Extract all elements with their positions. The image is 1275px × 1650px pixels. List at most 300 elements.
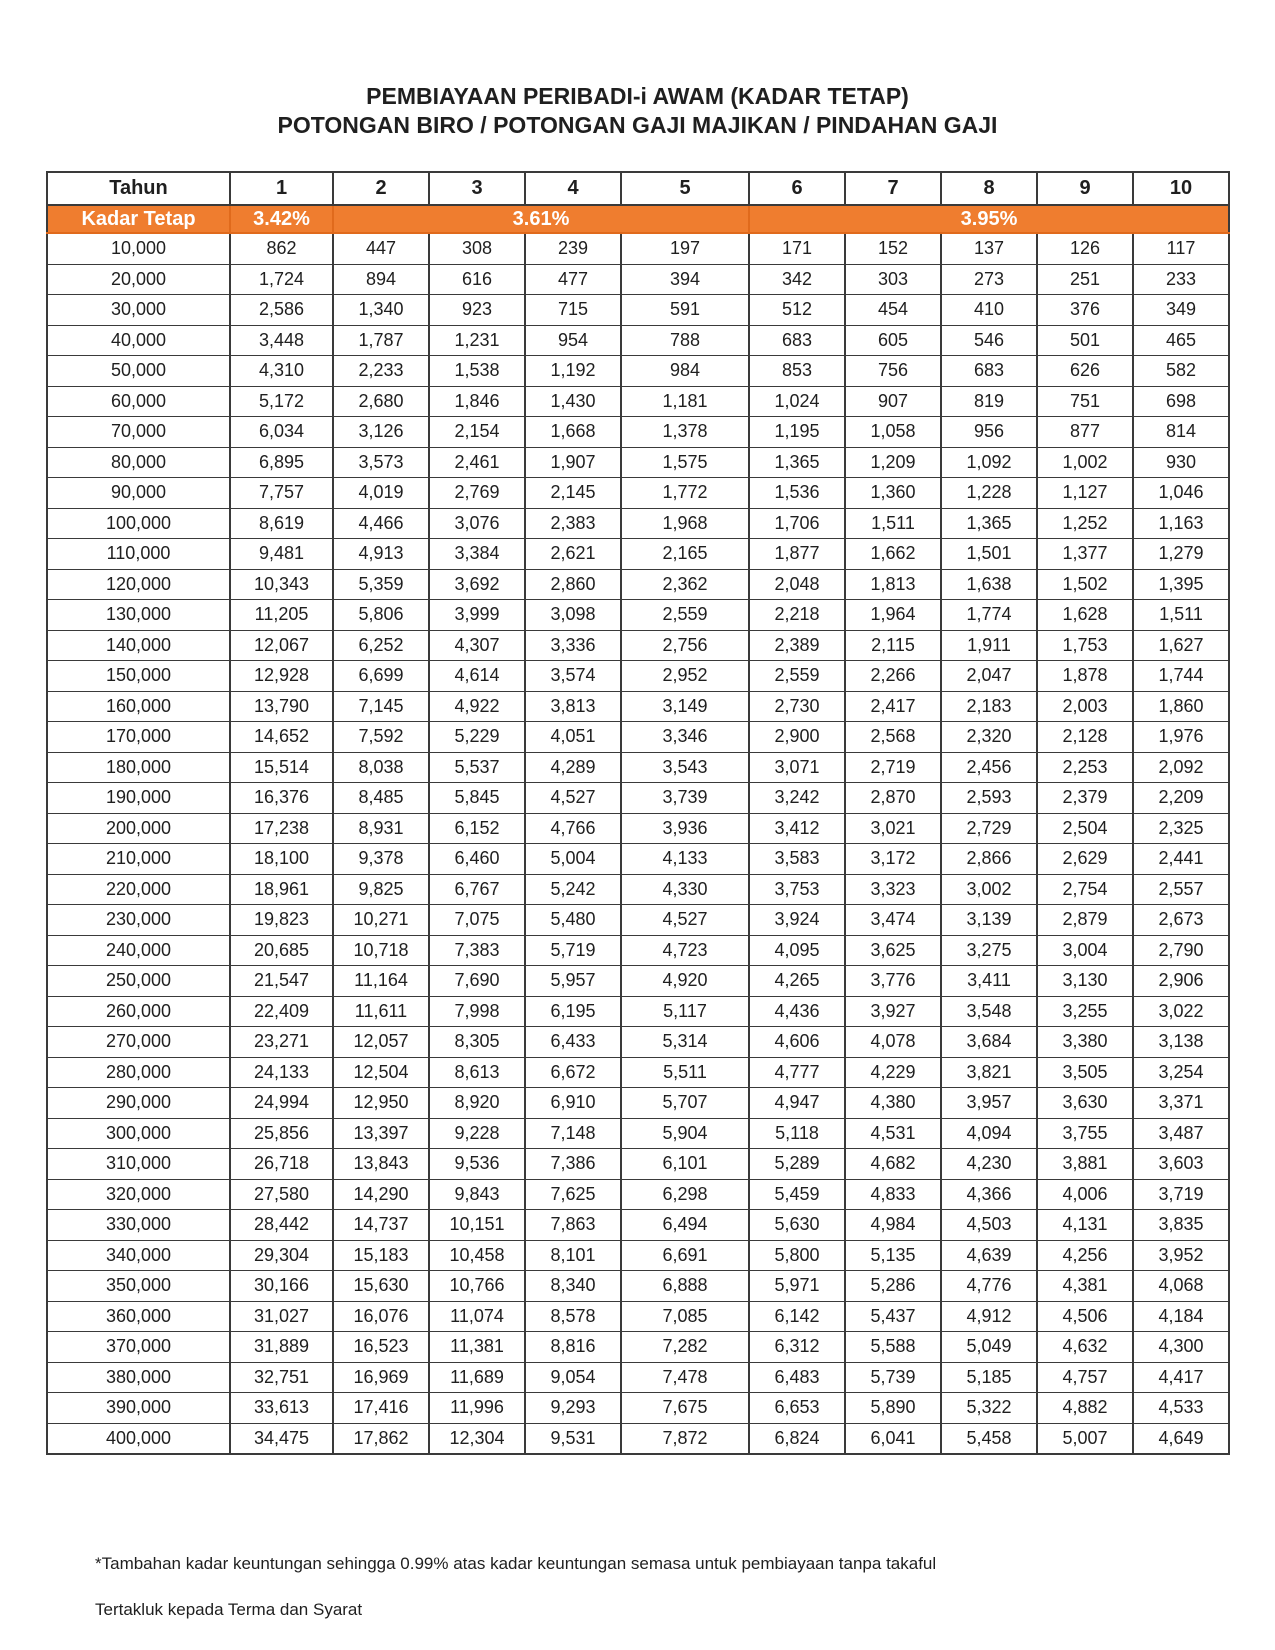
installment-cell: 6,824 [749, 1423, 845, 1454]
installment-cell: 4,051 [525, 722, 621, 753]
amount-cell: 360,000 [47, 1301, 230, 1332]
installment-cell: 4,006 [1037, 1179, 1133, 1210]
installment-cell: 8,038 [333, 752, 429, 783]
table-row [47, 569, 1229, 600]
installment-cell: 14,652 [230, 722, 333, 753]
installment-cell: 4,095 [749, 935, 845, 966]
installment-cell: 6,041 [845, 1423, 941, 1454]
table-row [47, 905, 1229, 936]
installment-cell: 3,411 [941, 966, 1037, 997]
amount-cell: 240,000 [47, 935, 230, 966]
amount-cell: 70,000 [47, 417, 230, 448]
installment-cell: 394 [621, 264, 749, 295]
installment-cell: 13,397 [333, 1118, 429, 1149]
installment-cell: 4,019 [333, 478, 429, 509]
installment-cell: 3,739 [621, 783, 749, 814]
installment-cell: 6,152 [429, 813, 525, 844]
installment-cell: 4,256 [1037, 1240, 1133, 1271]
installment-cell: 3,254 [1133, 1057, 1229, 1088]
installment-cell: 7,075 [429, 905, 525, 936]
installment-cell: 12,067 [230, 630, 333, 661]
installment-cell: 12,304 [429, 1423, 525, 1454]
table-row [47, 1149, 1229, 1180]
installment-cell: 13,790 [230, 691, 333, 722]
installment-cell: 2,461 [429, 447, 525, 478]
installment-cell: 1,252 [1037, 508, 1133, 539]
amount-cell: 30,000 [47, 295, 230, 326]
installment-cell: 25,856 [230, 1118, 333, 1149]
installment-cell: 1,365 [941, 508, 1037, 539]
installment-cell: 3,255 [1037, 996, 1133, 1027]
installment-cell: 1,231 [429, 325, 525, 356]
installment-cell: 4,417 [1133, 1362, 1229, 1393]
installment-cell: 152 [845, 233, 941, 264]
installment-cell: 4,920 [621, 966, 749, 997]
installment-cell: 5,185 [941, 1362, 1037, 1393]
installment-cell: 6,298 [621, 1179, 749, 1210]
table-row [47, 813, 1229, 844]
table-row [47, 1301, 1229, 1332]
installment-cell: 17,416 [333, 1393, 429, 1424]
installment-cell: 2,048 [749, 569, 845, 600]
installment-cell: 3,927 [845, 996, 941, 1027]
installment-cell: 1,002 [1037, 447, 1133, 478]
installment-cell: 751 [1037, 386, 1133, 417]
installment-cell: 3,172 [845, 844, 941, 875]
installment-cell: 33,613 [230, 1393, 333, 1424]
installment-cell: 6,252 [333, 630, 429, 661]
installment-cell: 1,228 [941, 478, 1037, 509]
installment-cell: 1,724 [230, 264, 333, 295]
installment-cell: 1,668 [525, 417, 621, 448]
installment-cell: 6,767 [429, 874, 525, 905]
installment-cell: 3,719 [1133, 1179, 1229, 1210]
amount-cell: 230,000 [47, 905, 230, 936]
installment-cell: 1,744 [1133, 661, 1229, 692]
installment-cell: 5,118 [749, 1118, 845, 1149]
installment-cell: 4,533 [1133, 1393, 1229, 1424]
installment-cell: 4,094 [941, 1118, 1037, 1149]
installment-cell: 7,386 [525, 1149, 621, 1180]
installment-cell: 3,603 [1133, 1149, 1229, 1180]
installment-cell: 1,024 [749, 386, 845, 417]
installment-cell: 1,340 [333, 295, 429, 326]
installment-cell: 1,976 [1133, 722, 1229, 753]
installment-cell: 7,148 [525, 1118, 621, 1149]
table-row [47, 691, 1229, 722]
installment-cell: 4,632 [1037, 1332, 1133, 1363]
installment-cell: 3,275 [941, 935, 1037, 966]
installment-cell: 853 [749, 356, 845, 387]
installment-cell: 2,253 [1037, 752, 1133, 783]
installment-cell: 8,920 [429, 1088, 525, 1119]
installment-cell: 9,843 [429, 1179, 525, 1210]
installment-cell: 2,754 [1037, 874, 1133, 905]
installment-cell: 3,004 [1037, 935, 1133, 966]
table-header [47, 172, 1229, 233]
installment-cell: 3,371 [1133, 1088, 1229, 1119]
installment-cell: 4,912 [941, 1301, 1037, 1332]
table-row [47, 356, 1229, 387]
installment-cell: 5,117 [621, 996, 749, 1027]
installment-cell: 18,961 [230, 874, 333, 905]
installment-cell: 3,583 [749, 844, 845, 875]
installment-cell: 1,846 [429, 386, 525, 417]
installment-cell: 5,845 [429, 783, 525, 814]
installment-cell: 4,922 [429, 691, 525, 722]
installment-cell: 29,304 [230, 1240, 333, 1271]
installment-cell: 5,537 [429, 752, 525, 783]
installment-cell: 3,625 [845, 935, 941, 966]
installment-cell: 9,536 [429, 1149, 525, 1180]
installment-cell: 16,076 [333, 1301, 429, 1332]
installment-cell: 862 [230, 233, 333, 264]
installment-cell: 3,071 [749, 752, 845, 783]
installment-cell: 5,806 [333, 600, 429, 631]
installment-cell: 2,680 [333, 386, 429, 417]
installment-cell: 7,690 [429, 966, 525, 997]
table-row [47, 1027, 1229, 1058]
installment-cell: 3,002 [941, 874, 1037, 905]
installment-cell: 3,138 [1133, 1027, 1229, 1058]
installment-cell: 28,442 [230, 1210, 333, 1241]
installment-cell: 11,381 [429, 1332, 525, 1363]
installment-cell: 34,475 [230, 1423, 333, 1454]
installment-cell: 4,436 [749, 996, 845, 1027]
installment-cell: 2,383 [525, 508, 621, 539]
installment-cell: 7,282 [621, 1332, 749, 1363]
table-row [47, 1210, 1229, 1241]
table-row [47, 844, 1229, 875]
installment-cell: 2,559 [621, 600, 749, 631]
installment-cell: 715 [525, 295, 621, 326]
installment-cell: 1,772 [621, 478, 749, 509]
table-row [47, 1362, 1229, 1393]
installment-cell: 2,165 [621, 539, 749, 570]
installment-cell: 5,359 [333, 569, 429, 600]
installment-cell: 4,184 [1133, 1301, 1229, 1332]
installment-cell: 3,952 [1133, 1240, 1229, 1271]
table-row [47, 478, 1229, 509]
installment-cell: 3,936 [621, 813, 749, 844]
installment-cell: 1,787 [333, 325, 429, 356]
installment-cell: 3,548 [941, 996, 1037, 1027]
amount-cell: 80,000 [47, 447, 230, 478]
installment-cell: 2,417 [845, 691, 941, 722]
table-row [47, 508, 1229, 539]
rate-label: Kadar Tetap [47, 205, 230, 233]
installment-cell: 2,003 [1037, 691, 1133, 722]
table-row [47, 233, 1229, 264]
installment-cell: 512 [749, 295, 845, 326]
installment-cell: 2,629 [1037, 844, 1133, 875]
installment-cell: 1,092 [941, 447, 1037, 478]
amount-cell: 190,000 [47, 783, 230, 814]
title-line-2: POTONGAN BIRO / POTONGAN GAJI MAJIKAN / PINDAHAN GAJI [277, 112, 998, 138]
installment-cell: 2,115 [845, 630, 941, 661]
amount-cell: 10,000 [47, 233, 230, 264]
installment-cell: 24,994 [230, 1088, 333, 1119]
installment-cell: 4,882 [1037, 1393, 1133, 1424]
installment-cell: 19,823 [230, 905, 333, 936]
installment-cell: 4,649 [1133, 1423, 1229, 1454]
installment-cell: 11,611 [333, 996, 429, 1027]
installment-cell: 4,380 [845, 1088, 941, 1119]
installment-cell: 477 [525, 264, 621, 295]
installment-cell: 6,691 [621, 1240, 749, 1271]
installment-cell: 2,952 [621, 661, 749, 692]
installment-cell: 447 [333, 233, 429, 264]
amount-cell: 180,000 [47, 752, 230, 783]
installment-cell: 2,756 [621, 630, 749, 661]
installment-cell: 6,653 [749, 1393, 845, 1424]
installment-cell: 273 [941, 264, 1037, 295]
installment-cell: 7,998 [429, 996, 525, 1027]
table-row [47, 417, 1229, 448]
installment-cell: 4,381 [1037, 1271, 1133, 1302]
installment-cell: 10,766 [429, 1271, 525, 1302]
installment-cell: 3,835 [1133, 1210, 1229, 1241]
installment-cell: 13,843 [333, 1149, 429, 1180]
installment-cell: 3,755 [1037, 1118, 1133, 1149]
installment-cell: 4,078 [845, 1027, 941, 1058]
installment-cell: 3,022 [1133, 996, 1229, 1027]
table-row [47, 1179, 1229, 1210]
installment-cell: 5,800 [749, 1240, 845, 1271]
installment-cell: 303 [845, 264, 941, 295]
installment-cell: 1,878 [1037, 661, 1133, 692]
installment-cell: 3,130 [1037, 966, 1133, 997]
installment-cell: 117 [1133, 233, 1229, 264]
installment-cell: 2,379 [1037, 783, 1133, 814]
amount-cell: 210,000 [47, 844, 230, 875]
installment-cell: 23,271 [230, 1027, 333, 1058]
installment-cell: 1,753 [1037, 630, 1133, 661]
installment-cell: 814 [1133, 417, 1229, 448]
installment-cell: 4,913 [333, 539, 429, 570]
installment-cell: 3,881 [1037, 1149, 1133, 1180]
installment-cell: 6,460 [429, 844, 525, 875]
installment-cell: 465 [1133, 325, 1229, 356]
installment-cell: 3,076 [429, 508, 525, 539]
installment-cell: 17,862 [333, 1423, 429, 1454]
installment-cell: 5,289 [749, 1149, 845, 1180]
installment-cell: 930 [1133, 447, 1229, 478]
installment-cell: 2,092 [1133, 752, 1229, 783]
installment-cell: 1,638 [941, 569, 1037, 600]
installment-cell: 683 [749, 325, 845, 356]
installment-cell: 137 [941, 233, 1037, 264]
installment-cell: 2,209 [1133, 783, 1229, 814]
installment-cell: 8,101 [525, 1240, 621, 1271]
installment-cell: 6,483 [749, 1362, 845, 1393]
table-body [47, 233, 1229, 1454]
amount-cell: 90,000 [47, 478, 230, 509]
installment-cell: 4,757 [1037, 1362, 1133, 1393]
installment-cell: 4,068 [1133, 1271, 1229, 1302]
table-row [47, 935, 1229, 966]
installment-cell: 1,046 [1133, 478, 1229, 509]
installment-cell: 7,757 [230, 478, 333, 509]
amount-cell: 270,000 [47, 1027, 230, 1058]
installment-cell: 5,971 [749, 1271, 845, 1302]
installment-cell: 1,365 [749, 447, 845, 478]
installment-cell: 6,699 [333, 661, 429, 692]
installment-cell: 1,430 [525, 386, 621, 417]
installment-cell: 6,142 [749, 1301, 845, 1332]
header-year-6: 6 [749, 172, 845, 205]
installment-cell: 923 [429, 295, 525, 326]
installment-cell: 5,049 [941, 1332, 1037, 1363]
installment-cell: 3,149 [621, 691, 749, 722]
installment-cell: 10,151 [429, 1210, 525, 1241]
installment-cell: 1,163 [1133, 508, 1229, 539]
table-row [47, 1088, 1229, 1119]
header-year-9: 9 [1037, 172, 1133, 205]
installment-cell: 8,305 [429, 1027, 525, 1058]
installment-cell: 251 [1037, 264, 1133, 295]
installment-cell: 3,336 [525, 630, 621, 661]
installment-cell: 5,904 [621, 1118, 749, 1149]
rate-group-3: 3.95% [749, 205, 1229, 233]
installment-cell: 3,821 [941, 1057, 1037, 1088]
installment-cell: 877 [1037, 417, 1133, 448]
installment-cell: 1,877 [749, 539, 845, 570]
installment-cell: 8,931 [333, 813, 429, 844]
installment-cell: 1,575 [621, 447, 749, 478]
installment-cell: 4,527 [621, 905, 749, 936]
installment-cell: 3,323 [845, 874, 941, 905]
installment-cell: 7,592 [333, 722, 429, 753]
installment-cell: 12,950 [333, 1088, 429, 1119]
installment-cell: 2,621 [525, 539, 621, 570]
installment-cell: 5,458 [941, 1423, 1037, 1454]
rate-group-2: 3.61% [333, 205, 749, 233]
installment-cell: 1,662 [845, 539, 941, 570]
installment-cell: 501 [1037, 325, 1133, 356]
installment-cell: 2,673 [1133, 905, 1229, 936]
installment-cell: 14,290 [333, 1179, 429, 1210]
installment-cell: 126 [1037, 233, 1133, 264]
amount-cell: 60,000 [47, 386, 230, 417]
installment-cell: 14,737 [333, 1210, 429, 1241]
installment-cell: 3,574 [525, 661, 621, 692]
installment-cell: 410 [941, 295, 1037, 326]
installment-cell: 349 [1133, 295, 1229, 326]
table-row [47, 1393, 1229, 1424]
installment-cell: 1,907 [525, 447, 621, 478]
installment-cell: 1,395 [1133, 569, 1229, 600]
installment-cell: 7,675 [621, 1393, 749, 1424]
amount-cell: 390,000 [47, 1393, 230, 1424]
installment-cell: 5,630 [749, 1210, 845, 1241]
table-row [47, 1057, 1229, 1088]
installment-cell: 2,769 [429, 478, 525, 509]
installment-cell: 9,378 [333, 844, 429, 875]
installment-cell: 3,487 [1133, 1118, 1229, 1149]
installment-cell: 3,573 [333, 447, 429, 478]
installment-cell: 11,164 [333, 966, 429, 997]
installment-cell: 1,511 [845, 508, 941, 539]
installment-cell: 1,209 [845, 447, 941, 478]
amount-cell: 310,000 [47, 1149, 230, 1180]
installment-cell: 9,293 [525, 1393, 621, 1424]
installment-cell: 1,502 [1037, 569, 1133, 600]
terms-note: Tertakluk kepada Terma dan Syarat [95, 1600, 363, 1619]
installment-cell: 8,485 [333, 783, 429, 814]
installment-cell: 376 [1037, 295, 1133, 326]
installment-cell: 7,085 [621, 1301, 749, 1332]
installment-cell: 1,195 [749, 417, 845, 448]
installment-cell: 5,739 [845, 1362, 941, 1393]
installment-cell: 2,866 [941, 844, 1037, 875]
header-year-2: 2 [333, 172, 429, 205]
installment-cell: 4,265 [749, 966, 845, 997]
installment-cell: 10,343 [230, 569, 333, 600]
installment-cell: 1,058 [845, 417, 941, 448]
installment-cell: 2,790 [1133, 935, 1229, 966]
installment-cell: 2,568 [845, 722, 941, 753]
installment-cell: 2,593 [941, 783, 1037, 814]
installment-cell: 984 [621, 356, 749, 387]
table-row [47, 447, 1229, 478]
installment-cell: 5,286 [845, 1271, 941, 1302]
installment-cell: 5,588 [845, 1332, 941, 1363]
installment-cell: 197 [621, 233, 749, 264]
installment-cell: 2,145 [525, 478, 621, 509]
installment-cell: 7,872 [621, 1423, 749, 1454]
header-year-7: 7 [845, 172, 941, 205]
installment-cell: 15,183 [333, 1240, 429, 1271]
header-year-10: 10 [1133, 172, 1229, 205]
installment-cell: 342 [749, 264, 845, 295]
installment-cell: 1,813 [845, 569, 941, 600]
installment-cell: 5,480 [525, 905, 621, 936]
installment-cell: 4,131 [1037, 1210, 1133, 1241]
installment-cell: 9,228 [429, 1118, 525, 1149]
installment-cell: 4,606 [749, 1027, 845, 1058]
table-row [47, 630, 1229, 661]
amount-cell: 300,000 [47, 1118, 230, 1149]
installment-cell: 10,458 [429, 1240, 525, 1271]
installment-cell: 5,007 [1037, 1423, 1133, 1454]
table-row [47, 874, 1229, 905]
installment-cell: 15,514 [230, 752, 333, 783]
installment-cell: 1,968 [621, 508, 749, 539]
installment-cell: 3,242 [749, 783, 845, 814]
installment-cell: 3,630 [1037, 1088, 1133, 1119]
installment-cell: 2,183 [941, 691, 1037, 722]
installment-cell: 16,376 [230, 783, 333, 814]
installment-cell: 2,128 [1037, 722, 1133, 753]
installment-cell: 3,813 [525, 691, 621, 722]
installment-cell: 582 [1133, 356, 1229, 387]
installment-cell: 616 [429, 264, 525, 295]
installment-cell: 8,578 [525, 1301, 621, 1332]
installment-cell: 21,547 [230, 966, 333, 997]
installment-cell: 1,378 [621, 417, 749, 448]
installment-cell: 2,456 [941, 752, 1037, 783]
table-row [47, 1240, 1229, 1271]
installment-cell: 2,233 [333, 356, 429, 387]
installment-cell: 956 [941, 417, 1037, 448]
installment-cell: 3,753 [749, 874, 845, 905]
installment-cell: 308 [429, 233, 525, 264]
installment-cell: 5,314 [621, 1027, 749, 1058]
installment-cell: 4,230 [941, 1149, 1037, 1180]
header-row [47, 172, 1229, 205]
installment-cell: 2,906 [1133, 966, 1229, 997]
